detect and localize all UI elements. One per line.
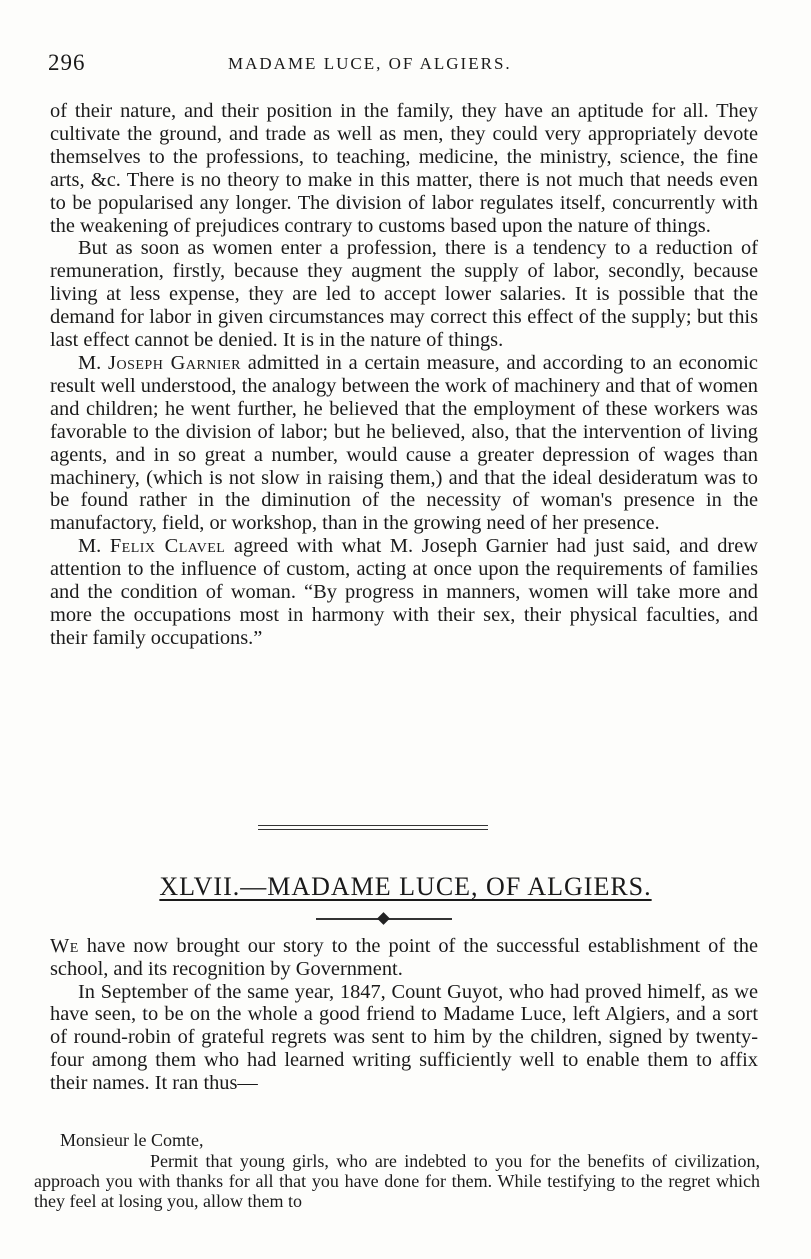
chapter-heading: XLVII.—MADAME LUCE, OF ALGIERS. xyxy=(159,872,652,901)
paragraph-text: admitted in a certain measure, and according to an economic result well understood, the analogy between the work of machinery and that of women and children; he went further, he believed that the employment of these workers was favorable to the division of labor; but he believed, also, that the intervention of living agents, and in so great a number, would cause a greater depression of wages than machinery, (which is not slow in raising them,) and that the ideal desideratum was to be found rather in the diminution of the necessity of woman's presence in the manufactory, field, or workshop, than in the growing need of her presence. xyxy=(50,351,758,535)
speaker-title: M. xyxy=(78,351,102,374)
paragraph-text: have now brought our story to the point of the successful establishment of the school, and its recognition by Government. xyxy=(50,935,758,980)
running-title: MADAME LUCE, OF ALGIERS. xyxy=(228,54,512,73)
quoted-letter xyxy=(34,1130,760,1211)
body-text xyxy=(50,100,758,650)
speaker-title: M. xyxy=(78,535,102,558)
paragraph: of their nature, and their position in the family, they have an aptitude for all. They cultivate the ground, and trade as well as men, they could very appropriately devote themselves to the professions, to teaching, medicine, the ministry, science, the fine arts, &c. There is no theory to make in this matter, there is not much that needs even to be popularised any longer. The division of labor regulates itself, concurrently with the weakening of prejudices contrary to customs based upon the nature of things. xyxy=(50,100,758,237)
heading-ornament-diamond xyxy=(377,912,390,925)
letter-salutation: Monsieur le Comte, xyxy=(60,1130,204,1150)
page-number: 296 xyxy=(48,50,86,75)
chapter-paragraph: In September of the same year, 1847, Count Guyot, who had proved himelf, as we have seen, to be on the whole a good friend to Madame Luce, left Algiers, and a sort of round-robin of grateful regrets was sent to him by the children, signed by twenty-four among them who had learned writing sufficiently well to enable them to affix their names. It ran thus— xyxy=(50,980,758,1094)
speaker-name: Felix Clavel xyxy=(109,535,226,558)
letter-body: Permit that young girls, who are indebted to you for the benefits of civilization, approach you with thanks for all that you have done for them. While testifying to the regret which they feel at losing you, allow them to xyxy=(34,1151,760,1211)
section-divider-rule xyxy=(258,825,488,830)
paragraph-garnier xyxy=(50,352,758,535)
chapter-text xyxy=(50,935,758,1095)
paragraph-text: agreed with what M. Joseph Garnier had just said, and drew attention to the influence of custom, acting at once upon the requirements of families and the condition of woman. “By progress in manners, women will take more and more the occupations most in harmony with their sex, their physical faculties, and their family occupations.” xyxy=(50,535,758,649)
opening-word: We xyxy=(50,935,79,957)
chapter-paragraph xyxy=(50,935,758,981)
running-head xyxy=(48,50,760,80)
paragraph-clavel xyxy=(50,535,758,650)
speaker-name: Joseph Garnier xyxy=(108,351,241,374)
paragraph: But as soon as women enter a profession, there is a tendency to a reduction of remuneration, firstly, because they augment the supply of labor, secondly, because living at less expense, they are led to accept lower salaries. It is possible that the demand for labor in given circumstances may correct this effect of the supply; but this last effect cannot be denied. It is in the nature of things. xyxy=(50,237,758,352)
